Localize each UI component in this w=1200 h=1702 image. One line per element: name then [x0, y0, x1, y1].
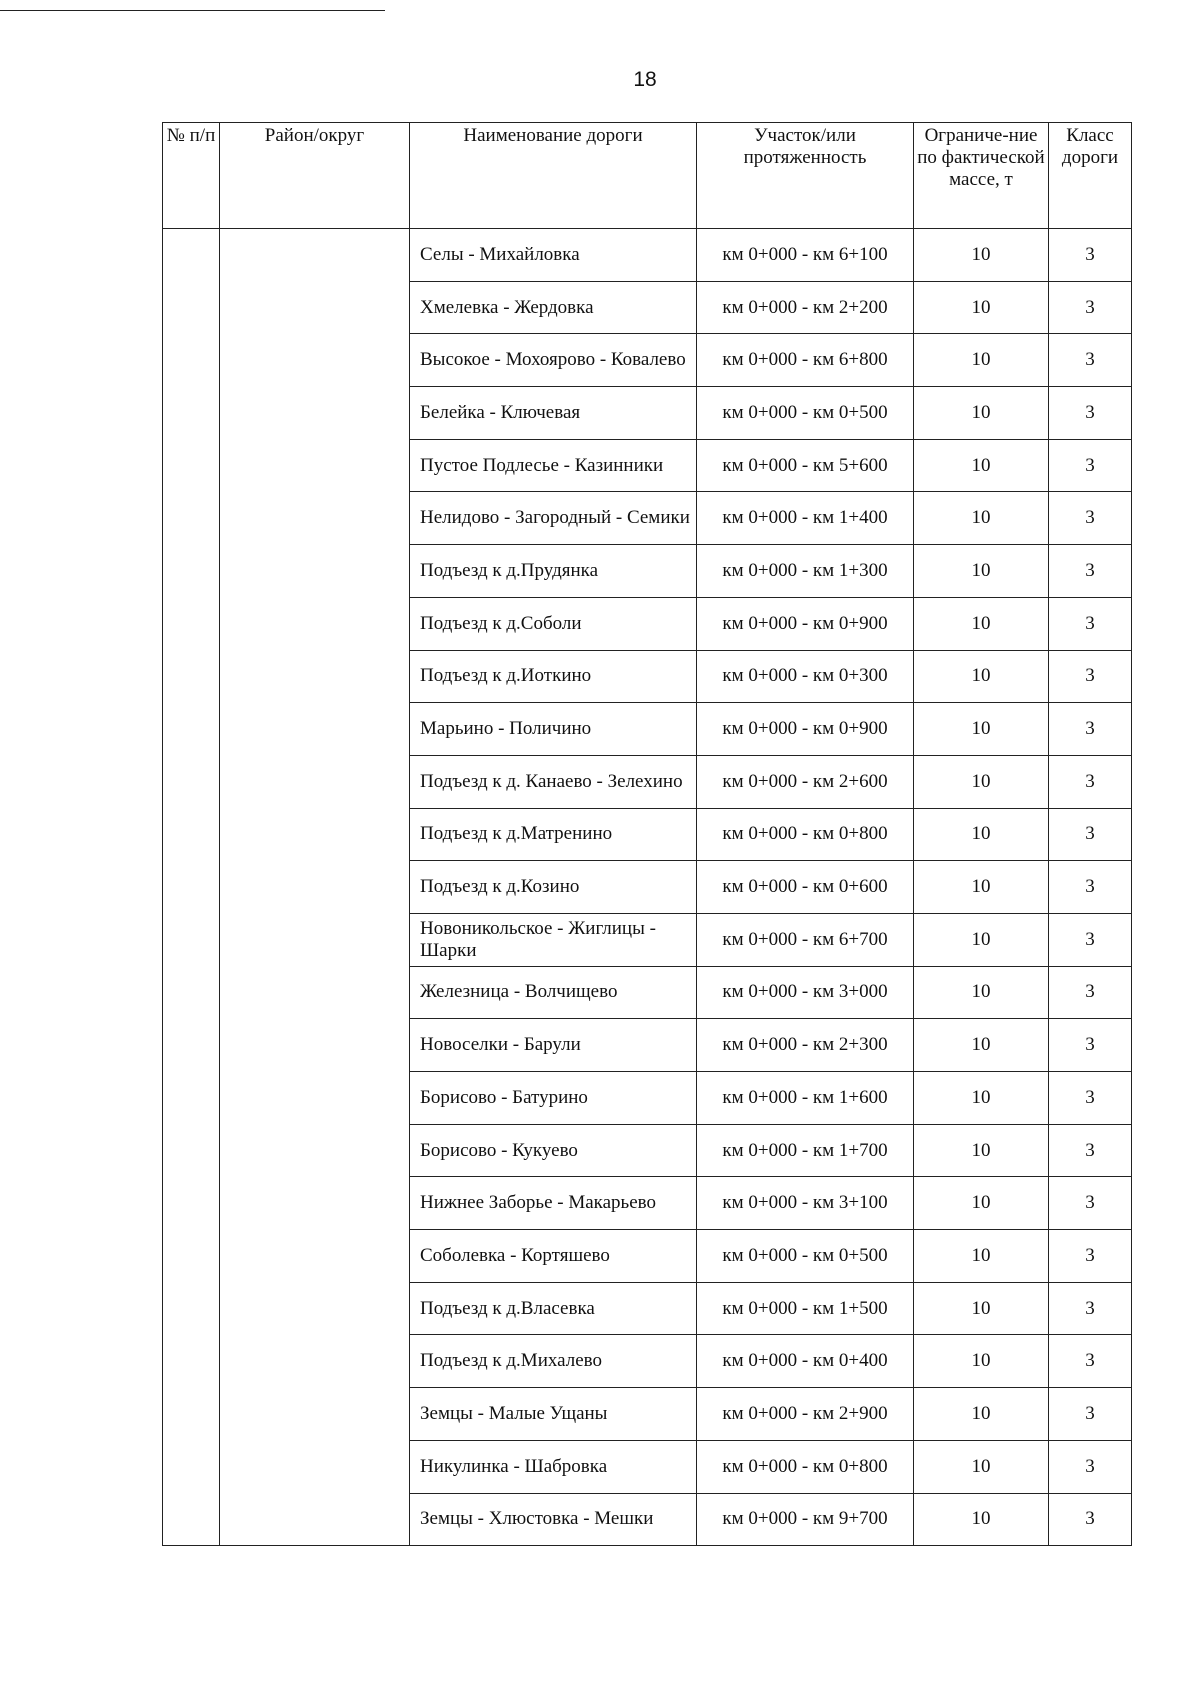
road-class-cell: 3: [1049, 913, 1132, 966]
limit-cell: 10: [914, 1177, 1049, 1230]
road-class-cell: 3: [1049, 492, 1132, 545]
road-class-cell: 3: [1049, 808, 1132, 861]
road-name-cell: Нелидово - Загородный - Семики: [410, 492, 697, 545]
road-name-cell: Подъезд к д.Иоткино: [410, 650, 697, 703]
roads-table: [162, 122, 1132, 1546]
road-name-cell: Хмелевка - Жердовка: [410, 281, 697, 334]
limit-cell: 10: [914, 1124, 1049, 1177]
segment-cell: км 0+000 - км 0+800: [697, 1440, 914, 1493]
segment-cell: км 0+000 - км 2+900: [697, 1388, 914, 1441]
segment-cell: км 0+000 - км 6+800: [697, 334, 914, 387]
road-name-cell: Селы - Михайловка: [410, 229, 697, 282]
segment-cell: км 0+000 - км 6+700: [697, 913, 914, 966]
road-class-cell: 3: [1049, 861, 1132, 914]
segment-cell: км 0+000 - км 0+500: [697, 1230, 914, 1283]
road-class-cell: 3: [1049, 597, 1132, 650]
road-class-cell: 3: [1049, 755, 1132, 808]
limit-cell: 10: [914, 334, 1049, 387]
limit-cell: 10: [914, 229, 1049, 282]
limit-cell: 10: [914, 1440, 1049, 1493]
segment-cell: км 0+000 - км 1+300: [697, 545, 914, 598]
road-class-cell: 3: [1049, 1493, 1132, 1546]
road-name-cell: Марьино - Поличино: [410, 703, 697, 756]
limit-cell: 10: [914, 387, 1049, 440]
road-name-cell: Высокое - Мохоярово - Ковалево: [410, 334, 697, 387]
top-border-line: [0, 10, 385, 11]
road-class-cell: 3: [1049, 334, 1132, 387]
header-segment: Участок/или протяженность: [697, 123, 914, 229]
limit-cell: 10: [914, 1230, 1049, 1283]
segment-cell: км 0+000 - км 1+600: [697, 1072, 914, 1125]
road-class-cell: 3: [1049, 1388, 1132, 1441]
road-name-cell: Пустое Подлесье - Казинники: [410, 439, 697, 492]
road-class-cell: 3: [1049, 439, 1132, 492]
segment-cell: км 0+000 - км 3+100: [697, 1177, 914, 1230]
header-district: Район/округ: [220, 123, 410, 229]
road-name-cell: Подъезд к д. Канаево - Зелехино: [410, 755, 697, 808]
limit-cell: 10: [914, 1072, 1049, 1125]
segment-cell: км 0+000 - км 6+100: [697, 229, 914, 282]
limit-cell: 10: [914, 913, 1049, 966]
road-name-cell: Борисово - Кукуево: [410, 1124, 697, 1177]
road-name-cell: Подъезд к д.Козино: [410, 861, 697, 914]
road-name-cell: Земцы - Малые Ущаны: [410, 1388, 697, 1441]
road-class-cell: 3: [1049, 545, 1132, 598]
limit-cell: 10: [914, 439, 1049, 492]
limit-cell: 10: [914, 1493, 1049, 1546]
header-road-name: Наименование дороги: [410, 123, 697, 229]
road-name-cell: Новоселки - Барули: [410, 1019, 697, 1072]
limit-cell: 10: [914, 755, 1049, 808]
road-class-cell: 3: [1049, 281, 1132, 334]
road-class-cell: 3: [1049, 387, 1132, 440]
road-name-cell: Новоникольское - Жиглицы - Шарки: [410, 913, 697, 966]
segment-cell: км 0+000 - км 3+000: [697, 966, 914, 1019]
limit-cell: 10: [914, 1019, 1049, 1072]
segment-cell: км 0+000 - км 0+300: [697, 650, 914, 703]
limit-cell: 10: [914, 492, 1049, 545]
limit-cell: 10: [914, 703, 1049, 756]
limit-cell: 10: [914, 597, 1049, 650]
road-name-cell: Подъезд к д.Матренино: [410, 808, 697, 861]
district-cell: [220, 229, 410, 1546]
segment-cell: км 0+000 - км 0+900: [697, 597, 914, 650]
road-class-cell: 3: [1049, 1019, 1132, 1072]
segment-cell: км 0+000 - км 1+400: [697, 492, 914, 545]
road-name-cell: Белейка - Ключевая: [410, 387, 697, 440]
segment-cell: км 0+000 - км 1+700: [697, 1124, 914, 1177]
road-name-cell: Железница - Волчищево: [410, 966, 697, 1019]
segment-cell: км 0+000 - км 0+500: [697, 387, 914, 440]
segment-cell: км 0+000 - км 1+500: [697, 1282, 914, 1335]
limit-cell: 10: [914, 281, 1049, 334]
road-class-cell: 3: [1049, 966, 1132, 1019]
page-number: 18: [633, 68, 657, 91]
segment-cell: км 0+000 - км 0+900: [697, 703, 914, 756]
road-name-cell: Борисово - Батурино: [410, 1072, 697, 1125]
road-class-cell: 3: [1049, 229, 1132, 282]
segment-cell: км 0+000 - км 5+600: [697, 439, 914, 492]
segment-cell: км 0+000 - км 9+700: [697, 1493, 914, 1546]
road-name-cell: Подъезд к д.Власевка: [410, 1282, 697, 1335]
segment-cell: км 0+000 - км 0+400: [697, 1335, 914, 1388]
limit-cell: 10: [914, 808, 1049, 861]
table-row: [163, 229, 1132, 282]
limit-cell: 10: [914, 545, 1049, 598]
header-road-class: Класс дороги: [1049, 123, 1132, 229]
road-name-cell: Подъезд к д.Михалево: [410, 1335, 697, 1388]
header-limit: Ограниче-ние по фактической массе, т: [914, 123, 1049, 229]
road-class-cell: 3: [1049, 650, 1132, 703]
limit-cell: 10: [914, 650, 1049, 703]
road-name-cell: Подъезд к д.Прудянка: [410, 545, 697, 598]
road-class-cell: 3: [1049, 1282, 1132, 1335]
limit-cell: 10: [914, 1388, 1049, 1441]
limit-cell: 10: [914, 861, 1049, 914]
segment-cell: км 0+000 - км 2+600: [697, 755, 914, 808]
limit-cell: 10: [914, 1335, 1049, 1388]
road-name-cell: Никулинка - Шабровка: [410, 1440, 697, 1493]
header-number: № п/п: [163, 123, 220, 229]
road-class-cell: 3: [1049, 1072, 1132, 1125]
road-class-cell: 3: [1049, 1440, 1132, 1493]
table-header-row: [163, 123, 1132, 229]
road-name-cell: Земцы - Хлюстовка - Мешки: [410, 1493, 697, 1546]
segment-cell: км 0+000 - км 0+800: [697, 808, 914, 861]
road-name-cell: Нижнее Заборье - Макарьево: [410, 1177, 697, 1230]
road-class-cell: 3: [1049, 1124, 1132, 1177]
limit-cell: 10: [914, 1282, 1049, 1335]
road-class-cell: 3: [1049, 1230, 1132, 1283]
road-class-cell: 3: [1049, 703, 1132, 756]
road-name-cell: Соболевка - Кортяшево: [410, 1230, 697, 1283]
road-class-cell: 3: [1049, 1335, 1132, 1388]
number-cell: [163, 229, 220, 1546]
table-body: [163, 229, 1132, 1546]
segment-cell: км 0+000 - км 2+200: [697, 281, 914, 334]
segment-cell: км 0+000 - км 2+300: [697, 1019, 914, 1072]
road-class-cell: 3: [1049, 1177, 1132, 1230]
road-name-cell: Подъезд к д.Соболи: [410, 597, 697, 650]
segment-cell: км 0+000 - км 0+600: [697, 861, 914, 914]
limit-cell: 10: [914, 966, 1049, 1019]
